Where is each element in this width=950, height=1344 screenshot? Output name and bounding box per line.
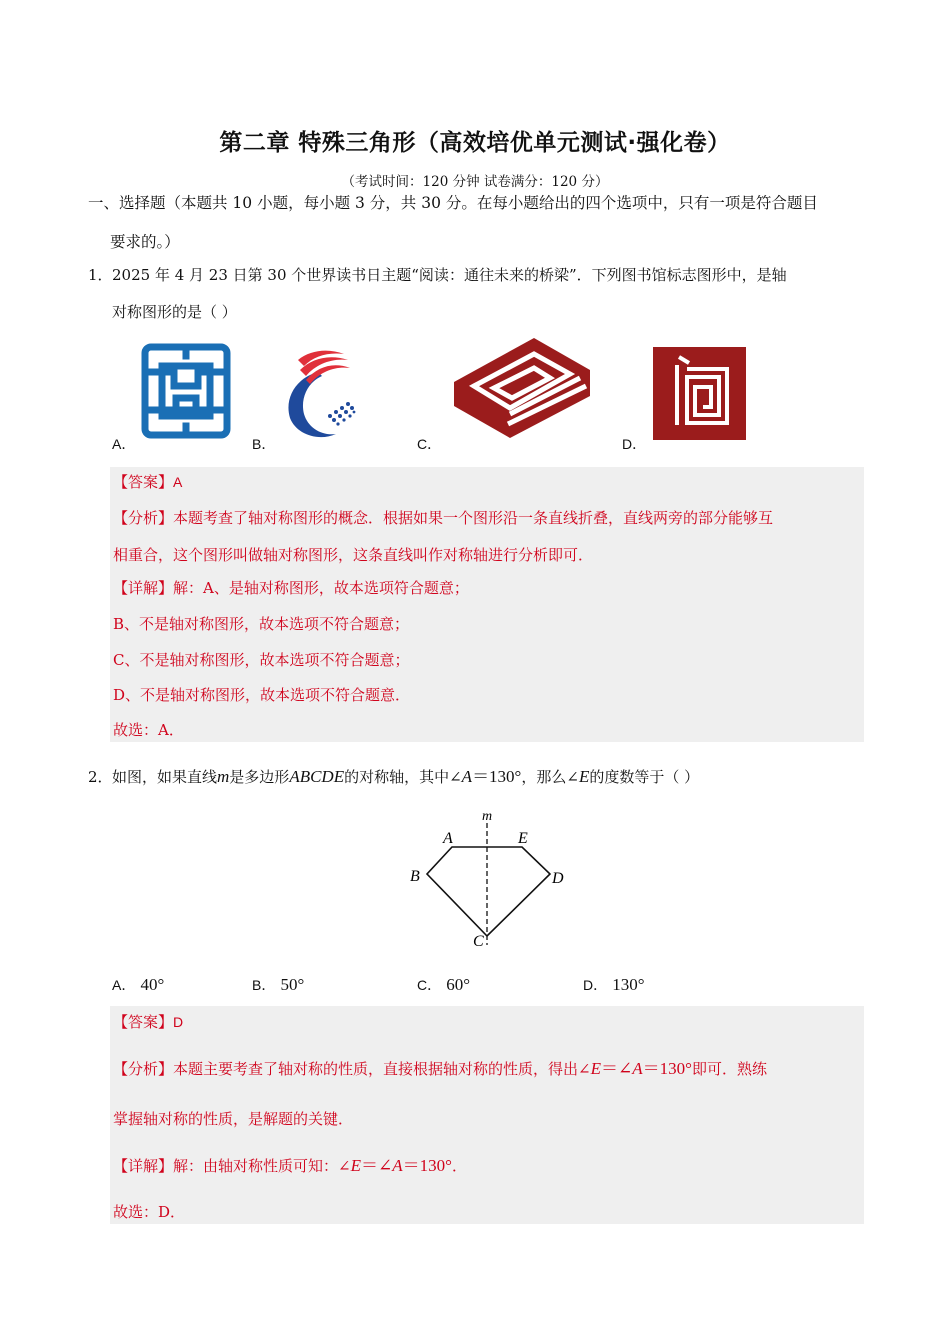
q2-analysis-line1 bbox=[113, 1059, 767, 1079]
q2-option-c-letter: C． bbox=[417, 977, 442, 993]
label-b: B bbox=[410, 868, 420, 885]
q2-option-c-value: 60° bbox=[446, 975, 471, 994]
q1-detail-line2: B、不是轴对称图形，故本选项不符合题意； bbox=[113, 615, 410, 633]
pentagon-figure bbox=[405, 805, 575, 950]
q1-option-c[interactable]: C． bbox=[417, 436, 442, 452]
section-heading-line1: 一、选择题（本题共 10 小题，每小题 3 分，共 30 分。在每小题给出的四个选项中，只有一项是符合题目 bbox=[88, 194, 818, 212]
q2-line-m: m bbox=[217, 767, 230, 786]
q2-option-d[interactable] bbox=[583, 975, 645, 995]
q2-text-e: 的度数等于（ ） bbox=[589, 768, 700, 786]
q1-answer-line bbox=[113, 472, 182, 492]
q2-option-d-letter: D． bbox=[583, 977, 608, 993]
q1-choice: 故选：A． bbox=[113, 721, 184, 739]
q2-option-b-value: 50° bbox=[280, 975, 305, 994]
q2-detail-d: ． bbox=[451, 1157, 467, 1175]
question-1-number: 1． bbox=[88, 266, 113, 284]
q2-option-b[interactable] bbox=[252, 975, 304, 995]
q2-analysis-e: E bbox=[590, 1059, 601, 1078]
q2-option-a-value: 40° bbox=[140, 975, 165, 994]
crescent-swoosh-logo-icon bbox=[278, 346, 360, 442]
q1-answer-value: A bbox=[173, 474, 183, 490]
red-book-logo-icon bbox=[450, 334, 594, 440]
q2-option-a[interactable] bbox=[112, 975, 164, 995]
label-c: C bbox=[473, 933, 484, 950]
q1-option-d[interactable]: D． bbox=[622, 436, 647, 452]
q2-angle-a: A bbox=[461, 767, 473, 786]
q1-answer-label: 【答案】 bbox=[113, 473, 174, 491]
q2-detail-label: 【详解】 bbox=[113, 1157, 174, 1175]
question-1-line2: 对称图形的是（ ） bbox=[112, 303, 237, 321]
question-2-number: 2． bbox=[88, 768, 113, 786]
q2-text-c: 的对称轴，其中∠ bbox=[344, 768, 462, 786]
q2-angle-e: E bbox=[578, 767, 590, 786]
question-2-text bbox=[112, 767, 699, 787]
q2-text-b: 是多边形 bbox=[229, 768, 290, 786]
q2-detail-line bbox=[113, 1156, 467, 1176]
q2-polygon-name: ABCDE bbox=[289, 767, 345, 786]
question-1-line1: 2025 年 4 月 23 日第 30 个世界读书日主题“阅读：通往未来的桥梁”．下列图书馆标志图形中，是轴 bbox=[112, 266, 787, 284]
q2-option-d-value: 130° bbox=[612, 975, 645, 994]
q2-answer-line bbox=[113, 1012, 183, 1032]
q2-detail-a: 解：由轴对称性质可知：∠ bbox=[173, 1157, 351, 1175]
q2-option-b-letter: B． bbox=[252, 977, 276, 993]
exam-info: （考试时间：120 分钟 试卷满分：120 分） bbox=[341, 174, 609, 190]
q2-detail-e: E bbox=[350, 1156, 361, 1175]
q1-analysis-text1: 本题考查了轴对称图形的概念．根据如果一个图形沿一条直线折叠，直线两旁的部分能够互 bbox=[173, 509, 774, 527]
q1-detail-line3: C、不是轴对称图形，故本选项不符合题意； bbox=[113, 651, 410, 669]
q2-option-c[interactable] bbox=[417, 975, 470, 995]
q2-analysis-a: 本题主要考查了轴对称的性质，直接根据轴对称的性质，得出∠ bbox=[173, 1060, 591, 1078]
q2-choice: 故选：D． bbox=[113, 1203, 186, 1221]
q2-detail-a-angle: A bbox=[392, 1156, 403, 1175]
q2-analysis-b: ＝∠ bbox=[600, 1059, 633, 1078]
q1-option-a[interactable]: A． bbox=[112, 436, 136, 452]
q2-text-a: 如图，如果直线 bbox=[112, 768, 218, 786]
q2-analysis-label: 【分析】 bbox=[113, 1060, 174, 1078]
label-e: E bbox=[518, 830, 528, 847]
q2-answer-value: D bbox=[173, 1014, 184, 1030]
label-a: A bbox=[443, 830, 453, 847]
q2-answer-label: 【答案】 bbox=[113, 1013, 174, 1031]
q1-analysis-line2: 相重合，这个图形叫做轴对称图形，这条直线叫作对称轴进行分析即可． bbox=[113, 546, 594, 564]
q1-analysis-label: 【分析】 bbox=[113, 509, 174, 527]
q2-analysis-line2: 掌握轴对称的性质，是解题的关键． bbox=[113, 1110, 354, 1128]
q1-detail-line1 bbox=[113, 578, 469, 598]
section-heading-line2: 要求的。） bbox=[110, 233, 180, 251]
q2-analysis-a-angle: A bbox=[632, 1059, 643, 1078]
label-d: D bbox=[552, 870, 564, 887]
label-m: m bbox=[482, 809, 493, 824]
red-seal-logo-icon bbox=[653, 347, 746, 440]
q1-detail-label: 【详解】 bbox=[113, 579, 174, 597]
q1-analysis-line1 bbox=[113, 508, 773, 528]
q2-eq1: ＝130° bbox=[472, 767, 522, 786]
q2-detail-c: ＝130° bbox=[402, 1156, 452, 1175]
q2-detail-b: ＝∠ bbox=[360, 1156, 393, 1175]
q2-analysis-c: ＝130° bbox=[642, 1059, 692, 1078]
q1-detail-line4: D、不是轴对称图形，故本选项不符合题意． bbox=[113, 686, 411, 704]
q1-option-b[interactable]: B． bbox=[252, 436, 276, 452]
page-title: 第二章 特殊三角形（高效培优单元测试·强化卷） bbox=[219, 130, 731, 156]
q2-analysis-d: 即可．熟练 bbox=[691, 1060, 767, 1078]
q1-detail-text1: 解：A、是轴对称图形，故本选项符合题意； bbox=[173, 579, 469, 597]
q2-option-a-letter: A． bbox=[112, 977, 136, 993]
blue-maze-logo-icon bbox=[140, 342, 232, 440]
q2-text-d: ，那么∠ bbox=[521, 768, 579, 786]
